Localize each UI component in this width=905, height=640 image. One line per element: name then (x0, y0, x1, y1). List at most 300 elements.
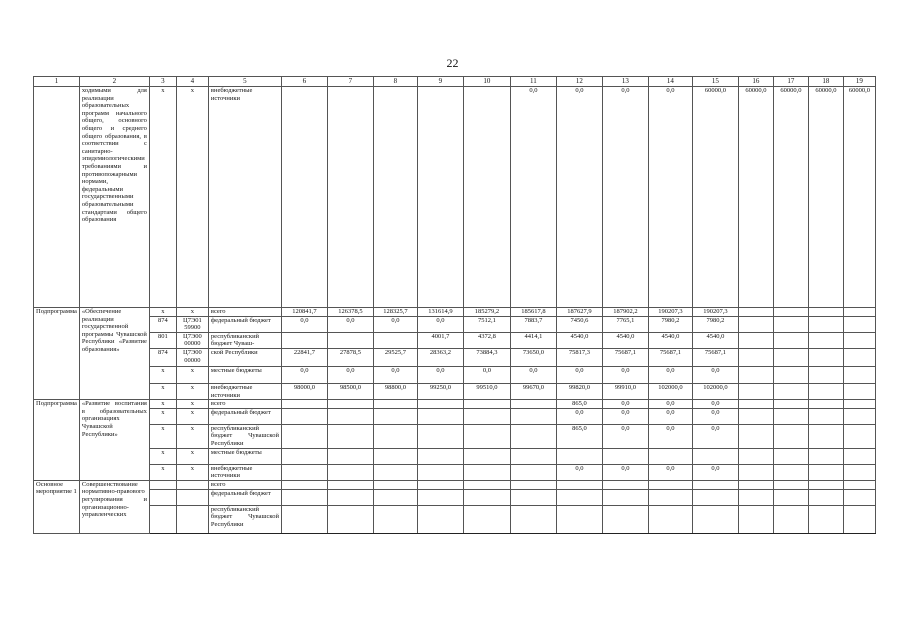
value-cell (281, 87, 327, 308)
value-cell (463, 400, 510, 409)
table-row (34, 348, 876, 366)
page-number: 22 (446, 56, 459, 70)
value-cell (417, 489, 463, 505)
value-cell (417, 448, 463, 464)
responsible-code-cell: x (149, 408, 176, 424)
budget-code-cell (176, 505, 208, 533)
value-cell (773, 480, 808, 489)
table-row (34, 480, 876, 489)
value-cell: 4540,0 (692, 332, 738, 348)
value-cell: 99510,0 (463, 383, 510, 399)
value-cell (692, 480, 738, 489)
column-number-header: 6 (281, 77, 327, 87)
funding-source-cell: республиканский бюджет Чуваш- (208, 332, 281, 348)
value-cell: 75687,1 (692, 348, 738, 366)
value-cell (808, 348, 843, 366)
column-number-header: 19 (843, 77, 875, 87)
value-cell (281, 464, 327, 480)
value-cell (510, 400, 556, 409)
value-cell: 75687,1 (602, 348, 648, 366)
value-cell (738, 383, 773, 399)
value-cell: 0,0 (692, 366, 738, 383)
value-cell (773, 464, 808, 480)
table-row (34, 408, 876, 424)
budget-code-cell: x (176, 464, 208, 480)
budget-code-cell: x (176, 448, 208, 464)
value-cell: 99250,0 (417, 383, 463, 399)
funding-source-cell: федеральный бюджет (208, 316, 281, 332)
value-cell (463, 505, 510, 533)
value-cell: 0,0 (648, 87, 692, 308)
value-cell (281, 480, 327, 489)
value-cell (556, 489, 602, 505)
value-cell: 22841,7 (281, 348, 327, 366)
value-cell (463, 489, 510, 505)
value-cell (808, 505, 843, 533)
value-cell (808, 316, 843, 332)
value-cell (738, 480, 773, 489)
value-cell: 98500,0 (327, 383, 373, 399)
responsible-code-cell: x (149, 448, 176, 464)
value-cell: 98000,0 (281, 383, 327, 399)
value-cell (738, 464, 773, 480)
value-cell (556, 505, 602, 533)
value-cell (773, 424, 808, 448)
table-row (34, 332, 876, 348)
value-cell (738, 366, 773, 383)
value-cell (843, 408, 875, 424)
value-cell: 4414,1 (510, 332, 556, 348)
value-cell (373, 489, 417, 505)
value-cell: 128325,7 (373, 308, 417, 317)
value-cell (773, 316, 808, 332)
value-cell: 0,0 (556, 87, 602, 308)
value-cell: 190207,3 (648, 308, 692, 317)
value-cell (417, 400, 463, 409)
value-cell (373, 448, 417, 464)
table-row (34, 308, 876, 317)
value-cell (327, 408, 373, 424)
value-cell: 29525,7 (373, 348, 417, 366)
value-cell (556, 480, 602, 489)
value-cell (808, 332, 843, 348)
value-cell: 60000,0 (692, 87, 738, 308)
value-cell (417, 424, 463, 448)
responsible-code-cell: x (149, 366, 176, 383)
funding-source-cell: внебюджетные источники (208, 464, 281, 480)
value-cell (556, 448, 602, 464)
value-cell (692, 489, 738, 505)
value-cell (327, 400, 373, 409)
value-cell (327, 332, 373, 348)
value-cell (648, 480, 692, 489)
funding-source-cell: республиканский бюджет Чувашской Республики (208, 424, 281, 448)
value-cell: 187902,2 (602, 308, 648, 317)
table-row (34, 464, 876, 480)
value-cell: 0,0 (327, 316, 373, 332)
value-cell: 102000,0 (692, 383, 738, 399)
value-cell: 0,0 (648, 400, 692, 409)
value-cell (463, 448, 510, 464)
value-cell (281, 489, 327, 505)
value-cell (281, 448, 327, 464)
value-cell: 60000,0 (773, 87, 808, 308)
value-cell: 60000,0 (738, 87, 773, 308)
value-cell: 0,0 (417, 316, 463, 332)
value-cell: 0,0 (602, 464, 648, 480)
value-cell (281, 400, 327, 409)
value-cell (808, 400, 843, 409)
value-cell (373, 464, 417, 480)
column-number-header: 16 (738, 77, 773, 87)
budget-code-cell: x (176, 308, 208, 317)
value-cell (417, 408, 463, 424)
value-cell (373, 505, 417, 533)
value-cell: 99670,0 (510, 383, 556, 399)
column-number-header-row (34, 77, 876, 87)
budget-code-cell: Ц7Э01 59900 (176, 316, 208, 332)
value-cell (327, 424, 373, 448)
value-cell: 75817,3 (556, 348, 602, 366)
value-cell (463, 464, 510, 480)
value-cell (327, 448, 373, 464)
subprogram-status-cell: Подпрограмма (34, 308, 80, 400)
value-cell: 0,0 (510, 87, 556, 308)
value-cell (327, 505, 373, 533)
table-row (34, 505, 876, 533)
value-cell (463, 480, 510, 489)
value-cell (648, 505, 692, 533)
value-cell: 0,0 (602, 87, 648, 308)
status-cell (34, 87, 80, 308)
value-cell: 4001,7 (417, 332, 463, 348)
value-cell (281, 332, 327, 348)
value-cell (373, 424, 417, 448)
value-cell: 4540,0 (556, 332, 602, 348)
value-cell (773, 489, 808, 505)
value-cell (843, 316, 875, 332)
value-cell: 7450,6 (556, 316, 602, 332)
value-cell: 7980,2 (648, 316, 692, 332)
value-cell (773, 308, 808, 317)
value-cell: 185617,8 (510, 308, 556, 317)
value-cell: 7883,7 (510, 316, 556, 332)
value-cell (602, 480, 648, 489)
value-cell: 4540,0 (648, 332, 692, 348)
value-cell (843, 480, 875, 489)
table-row (34, 448, 876, 464)
funding-source-cell: внебюджетные источники (208, 87, 281, 308)
value-cell (738, 316, 773, 332)
responsible-code-cell: x (149, 400, 176, 409)
column-number-header: 2 (79, 77, 149, 87)
value-cell: 0,0 (281, 366, 327, 383)
value-cell (510, 408, 556, 424)
value-cell (463, 87, 510, 308)
value-cell (773, 408, 808, 424)
column-number-header: 17 (773, 77, 808, 87)
value-cell (373, 400, 417, 409)
value-cell: 0,0 (417, 366, 463, 383)
value-cell: 7512,1 (463, 316, 510, 332)
funding-source-cell: ской Республики (208, 348, 281, 366)
budget-table (33, 76, 876, 534)
value-cell: 0,0 (648, 408, 692, 424)
column-number-header: 10 (463, 77, 510, 87)
column-number-header: 9 (417, 77, 463, 87)
value-cell (843, 505, 875, 533)
funding-source-cell: федеральный бюджет (208, 489, 281, 505)
column-number-header: 8 (373, 77, 417, 87)
value-cell (738, 408, 773, 424)
value-cell (738, 308, 773, 317)
funding-source-cell: местные бюджеты (208, 448, 281, 464)
value-cell: 99910,0 (602, 383, 648, 399)
value-cell (808, 383, 843, 399)
subprogram-name-cell: «Развитие воспитания в образовательных организациях Чувашской Республики» (79, 400, 149, 481)
value-cell (417, 464, 463, 480)
funding-source-cell: местные бюджеты (208, 366, 281, 383)
value-cell (510, 424, 556, 448)
value-cell (510, 480, 556, 489)
value-cell (281, 505, 327, 533)
value-cell (417, 480, 463, 489)
value-cell (373, 87, 417, 308)
value-cell (510, 505, 556, 533)
value-cell (327, 464, 373, 480)
value-cell: 73650,0 (510, 348, 556, 366)
subprogram-name-cell: «Обеспечение реализации государственной программы Чувашской Республики «Развитие образования» (79, 308, 149, 400)
value-cell: 0,0 (648, 424, 692, 448)
value-cell (843, 308, 875, 317)
value-cell (327, 87, 373, 308)
value-cell: 0,0 (556, 464, 602, 480)
table-row (34, 489, 876, 505)
value-cell (281, 408, 327, 424)
column-number-header: 14 (648, 77, 692, 87)
value-cell: 0,0 (648, 366, 692, 383)
column-number-header: 13 (602, 77, 648, 87)
value-cell: 99820,0 (556, 383, 602, 399)
value-cell: 102000,0 (648, 383, 692, 399)
value-cell (773, 366, 808, 383)
value-cell (843, 332, 875, 348)
value-cell (602, 505, 648, 533)
column-number-header: 15 (692, 77, 738, 87)
value-cell: 187627,9 (556, 308, 602, 317)
value-cell (463, 408, 510, 424)
column-number-header: 18 (808, 77, 843, 87)
column-number-header: 11 (510, 77, 556, 87)
budget-code-cell: x (176, 87, 208, 308)
budget-code-cell: Ц7Э00 00000 (176, 348, 208, 366)
column-number-header: 3 (149, 77, 176, 87)
value-cell: 185279,2 (463, 308, 510, 317)
value-cell (843, 464, 875, 480)
value-cell: 0,0 (373, 366, 417, 383)
value-cell: 0,0 (602, 424, 648, 448)
value-cell (648, 489, 692, 505)
value-cell (738, 505, 773, 533)
responsible-code-cell: 801 (149, 332, 176, 348)
value-cell (843, 366, 875, 383)
value-cell (738, 448, 773, 464)
value-cell (808, 448, 843, 464)
value-cell (808, 366, 843, 383)
value-cell (738, 400, 773, 409)
value-cell: 0,0 (373, 316, 417, 332)
value-cell: 120841,7 (281, 308, 327, 317)
value-cell (808, 408, 843, 424)
value-cell (843, 448, 875, 464)
responsible-code-cell: x (149, 383, 176, 399)
budget-code-cell: x (176, 424, 208, 448)
value-cell: 0,0 (602, 400, 648, 409)
value-cell (808, 480, 843, 489)
responsible-code-cell: x (149, 424, 176, 448)
value-cell (773, 332, 808, 348)
budget-code-cell (176, 489, 208, 505)
value-cell (808, 308, 843, 317)
funding-source-cell: федеральный бюджет (208, 408, 281, 424)
value-cell: 126378,5 (327, 308, 373, 317)
value-cell (692, 505, 738, 533)
value-cell (327, 480, 373, 489)
value-cell (510, 464, 556, 480)
main-activity-status-cell: Основное мероприятие 1 (34, 480, 80, 533)
value-cell: 75687,1 (648, 348, 692, 366)
value-cell (773, 348, 808, 366)
value-cell: 60000,0 (843, 87, 875, 308)
column-number-header: 4 (176, 77, 208, 87)
value-cell: 28363,2 (417, 348, 463, 366)
column-number-header: 1 (34, 77, 80, 87)
table-row (34, 400, 876, 409)
column-number-header: 7 (327, 77, 373, 87)
value-cell (602, 489, 648, 505)
value-cell (648, 448, 692, 464)
column-number-header: 5 (208, 77, 281, 87)
value-cell (327, 489, 373, 505)
value-cell (510, 489, 556, 505)
funding-source-cell: республиканский бюджет Чувашской Республики (208, 505, 281, 533)
value-cell (808, 489, 843, 505)
value-cell (510, 448, 556, 464)
responsible-code-cell: x (149, 87, 176, 308)
value-cell: 0,0 (602, 366, 648, 383)
budget-code-cell: x (176, 400, 208, 409)
value-cell: 190207,3 (692, 308, 738, 317)
value-cell: 0,0 (281, 316, 327, 332)
value-cell (843, 489, 875, 505)
responsible-code-cell (149, 505, 176, 533)
value-cell: 0,0 (602, 408, 648, 424)
column-number-header: 12 (556, 77, 602, 87)
value-cell (808, 424, 843, 448)
budget-code-cell: x (176, 408, 208, 424)
program-name-cell: ходимыми для реализации образовательных программ начального общего, основного общего и среднего общего образования, в соответствии с санитарно-эпидемиологическими требованиями и противопожарными нормами, федеральными государственными образовательными стандартами общего образования (79, 87, 149, 308)
value-cell: 4540,0 (602, 332, 648, 348)
value-cell: 7765,1 (602, 316, 648, 332)
value-cell (843, 348, 875, 366)
responsible-code-cell: x (149, 308, 176, 317)
value-cell (738, 424, 773, 448)
value-cell: 98800,0 (373, 383, 417, 399)
value-cell: 27878,5 (327, 348, 373, 366)
value-cell (602, 448, 648, 464)
value-cell (692, 448, 738, 464)
responsible-code-cell (149, 489, 176, 505)
value-cell (373, 332, 417, 348)
funding-source-cell: всего (208, 308, 281, 317)
value-cell: 0,0 (692, 400, 738, 409)
value-cell: 865,0 (556, 424, 602, 448)
subprogram-status-cell: Подпрограмма (34, 400, 80, 481)
responsible-code-cell: 874 (149, 316, 176, 332)
value-cell: 0,0 (327, 366, 373, 383)
value-cell (738, 348, 773, 366)
responsible-code-cell: x (149, 464, 176, 480)
table-row (34, 424, 876, 448)
value-cell (773, 448, 808, 464)
budget-code-cell (176, 480, 208, 489)
budget-code-cell: Ц7Э00 00000 (176, 332, 208, 348)
funding-source-cell: всего (208, 400, 281, 409)
responsible-code-cell: 874 (149, 348, 176, 366)
value-cell (373, 480, 417, 489)
value-cell: 73884,3 (463, 348, 510, 366)
value-cell (843, 383, 875, 399)
value-cell (417, 505, 463, 533)
value-cell (738, 489, 773, 505)
value-cell: 0,0 (648, 464, 692, 480)
value-cell: 0,0 (463, 366, 510, 383)
funding-source-cell: внебюджетные источники (208, 383, 281, 399)
value-cell (373, 408, 417, 424)
table-row (34, 316, 876, 332)
value-cell: 7980,2 (692, 316, 738, 332)
value-cell (773, 505, 808, 533)
value-cell (738, 332, 773, 348)
value-cell: 865,0 (556, 400, 602, 409)
budget-code-cell: x (176, 366, 208, 383)
value-cell (417, 87, 463, 308)
budget-code-cell: x (176, 383, 208, 399)
responsible-code-cell (149, 480, 176, 489)
value-cell (463, 424, 510, 448)
value-cell: 131614,9 (417, 308, 463, 317)
value-cell (843, 424, 875, 448)
value-cell: 0,0 (556, 408, 602, 424)
value-cell: 0,0 (692, 464, 738, 480)
table-row (34, 366, 876, 383)
table-row (34, 383, 876, 399)
value-cell (773, 383, 808, 399)
value-cell: 60000,0 (808, 87, 843, 308)
table-row (34, 87, 876, 308)
value-cell: 0,0 (556, 366, 602, 383)
value-cell (843, 400, 875, 409)
value-cell: 0,0 (510, 366, 556, 383)
value-cell: 0,0 (692, 408, 738, 424)
value-cell (281, 424, 327, 448)
value-cell: 4372,8 (463, 332, 510, 348)
main-activity-name-cell: Совершенствование нормативно-правового регулирования и организационно-управленческих (79, 480, 149, 533)
value-cell (808, 464, 843, 480)
value-cell (773, 400, 808, 409)
value-cell: 0,0 (692, 424, 738, 448)
funding-source-cell: всего (208, 480, 281, 489)
